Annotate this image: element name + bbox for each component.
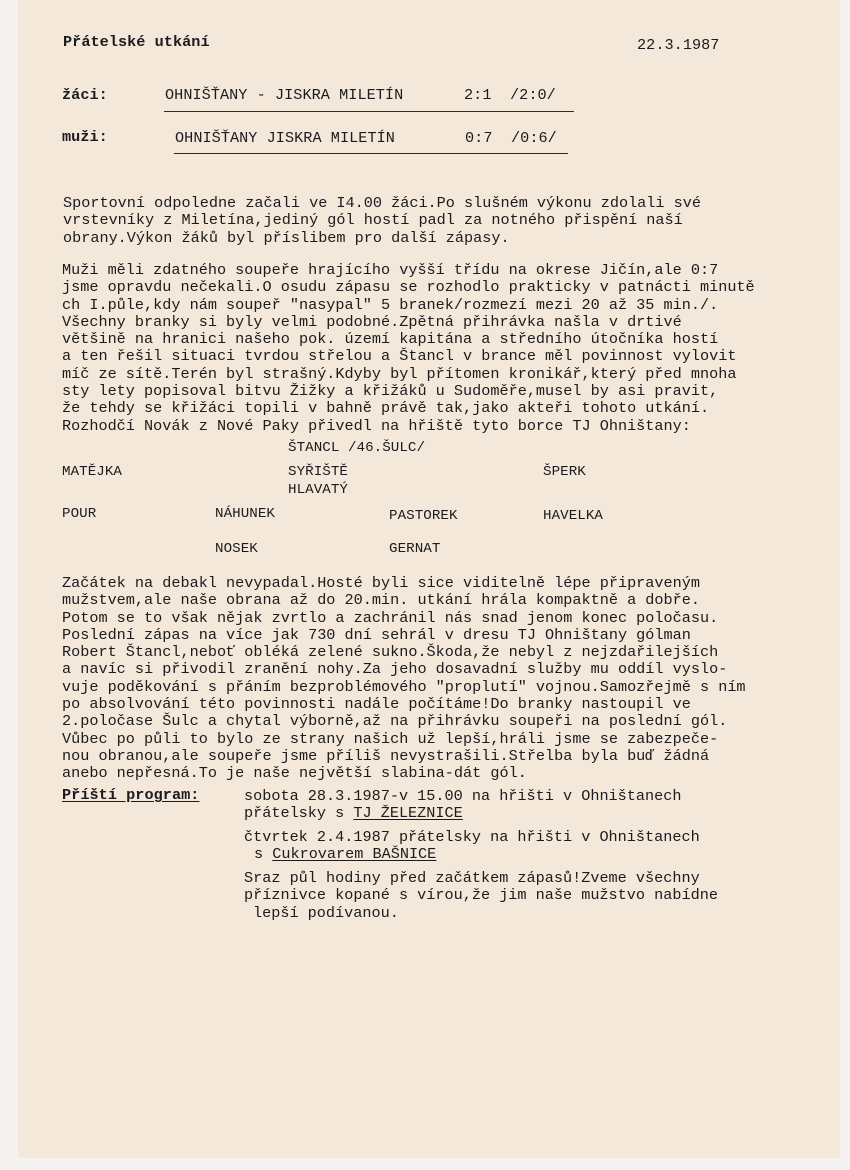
text-line: čtvrtek 2.4.1987 přátelsky na hřišti v Ohništanech bbox=[244, 828, 700, 846]
lineup-player: POUR bbox=[62, 506, 97, 522]
text-line: Rozhodčí Novák z Nové Paky přivedl na hřiště tyto borce TJ Ohništany: bbox=[62, 416, 691, 435]
result-halftime-men: /0:6/ bbox=[511, 129, 557, 147]
paragraph-pupils bbox=[63, 195, 701, 247]
result-halftime-pupils: /2:0/ bbox=[510, 86, 556, 104]
program-opponent-2: Cukrovarem BAŠNICE bbox=[272, 845, 437, 864]
text-line: Začátek na debakl nevypadal.Hosté byli sice viditelně lépe připraveným bbox=[62, 574, 700, 592]
result-label-pupils: žáci: bbox=[62, 86, 108, 104]
lineup-player: HLAVATÝ bbox=[288, 482, 348, 498]
lineup-player: MATĚJKA bbox=[62, 464, 122, 480]
text-line: Poslední zápas na více jak 730 dní sehrál v dresu TJ Ohništany gólman bbox=[62, 625, 691, 644]
program-note bbox=[244, 870, 718, 922]
text-line: mužstvem,ale naše obrana až do 20.min. utkání hrála kompaktně a dobře. bbox=[62, 591, 700, 610]
text-line: a ten řešil situaci tvrdou střelou a Štancl v brance měl povinnost vylovit bbox=[62, 347, 737, 366]
result-match-men: OHNIŠŤANY JISKRA MILETÍN bbox=[175, 129, 395, 147]
text-segment: přátelsky s bbox=[244, 804, 354, 823]
text-line: po absolvování této povinnosti nadále počítáme!Do branky nastoupil ve bbox=[62, 695, 691, 714]
text-line: Robert Štancl,neboť obléká zelené sukno.Škoda,že nebyl z nejzdařilejších bbox=[62, 643, 719, 662]
text-line: Sportovní odpoledne začali ve I4.00 žáci.Po slušném výkonu zdolali své bbox=[63, 194, 701, 212]
lineup-player: HAVELKA bbox=[543, 508, 603, 524]
text-line: a navíc si přivodil zranění nohy.Za jeho dosavadní služby mu oddíl vyslo- bbox=[62, 660, 728, 679]
lineup-player: GERNAT bbox=[389, 541, 441, 557]
program-label: Příští program: bbox=[62, 786, 200, 804]
lineup-goalkeeper: ŠTANCL /46.ŠULC/ bbox=[288, 440, 426, 456]
result-score-men: 0:7 bbox=[465, 129, 493, 147]
lineup-player: NOSEK bbox=[215, 541, 258, 557]
text-line: sobota 28.3.1987-v 15.00 na hřišti v Ohništanech bbox=[244, 787, 682, 805]
text-line: Sraz půl hodiny před začátkem zápasů!Zveme všechny bbox=[244, 869, 700, 887]
text-line: Všechny branky si byly velmi podobné.Zpětná přihrávka našla v drtivé bbox=[62, 312, 682, 331]
result-underline-men bbox=[174, 153, 568, 154]
text-line: příznivce kopané s vírou,že jim naše mužstvo nabídne bbox=[244, 886, 718, 905]
text-line: míč ze sítě.Terén byl strašný.Kdyby byl přítomen kronikář,který před mnoha bbox=[62, 364, 737, 383]
text-line: Potom se to však nějak zvrtlo a zachránil nás snad jenom konec poločasu. bbox=[62, 608, 719, 627]
document-title: Přátelské utkání bbox=[63, 33, 210, 51]
text-line: vuje poděkování s přáním bezproblémového "proplutí" vojnou.Samozřejmě s ním bbox=[62, 677, 746, 696]
result-match-pupils: OHNIŠŤANY - JISKRA MILETÍN bbox=[165, 86, 404, 104]
text-line: vrstevníky z Miletína,jediný gól hostí padl za notného přispění naší bbox=[63, 211, 683, 230]
text-line: anebo nepřesná.To je naše největší slabina-dát gól. bbox=[62, 764, 527, 783]
result-score-pupils: 2:1 bbox=[464, 86, 492, 104]
lineup-player: SYŘIŠTĚ bbox=[288, 464, 348, 480]
program-opponent-1: TJ ŽELEZNICE bbox=[353, 804, 463, 823]
text-line bbox=[244, 846, 700, 863]
text-line: Muži měli zdatného soupeře hrajícího vyšší třídu na okrese Jičín,ale 0:7 bbox=[62, 261, 719, 279]
text-line: ch I.půle,kdy nám soupeř "nasypal" 5 branek/rozmezí mezi 20 až 35 min./. bbox=[62, 295, 719, 314]
text-line: jsme opravdu nečekali.O osudu zápasu se rozhodlo prakticky v patnácti minutě bbox=[62, 278, 755, 297]
lineup-player: ŠPERK bbox=[543, 464, 586, 480]
text-line: Vůbec po půli to bylo ze strany našich už lepší,hráli jsme se zabezpeče- bbox=[62, 729, 719, 748]
lineup-player: PASTOREK bbox=[389, 508, 458, 524]
program-item-1 bbox=[244, 788, 681, 823]
text-line bbox=[244, 805, 681, 822]
program-item-2 bbox=[244, 829, 700, 864]
text-line: většině na hranici našeho pok. území kapitána a středního útočníka hostí bbox=[62, 330, 719, 349]
text-segment: s bbox=[254, 845, 273, 864]
paragraph-men bbox=[62, 262, 755, 435]
text-line: nou obranou,ale soupeře jsme příliš nevystrašili.Střelba byla buď žádná bbox=[62, 746, 710, 765]
result-label-men: muži: bbox=[62, 128, 108, 146]
result-underline-pupils bbox=[164, 111, 574, 112]
text-line: obrany.Výkon žáků byl příslibem pro další zápasy. bbox=[63, 228, 510, 247]
paragraph-match-report bbox=[62, 575, 746, 783]
document-date: 22.3.1987 bbox=[637, 36, 720, 54]
text-line: 2.poločase Šulc a chytal výborně,až na přihrávku soupeři na poslední gól. bbox=[62, 712, 728, 731]
text-line: lepší podívanou. bbox=[253, 903, 399, 922]
lineup-player: NÁHUNEK bbox=[215, 506, 275, 522]
text-line: že tehdy se křižáci topili v bahně právě tak,jako akteři tohoto utkání. bbox=[62, 399, 710, 418]
text-line: sty lety popisoval bitvu Žižky a křižáků u Sudoměře,musel by asi pravit, bbox=[62, 382, 719, 401]
